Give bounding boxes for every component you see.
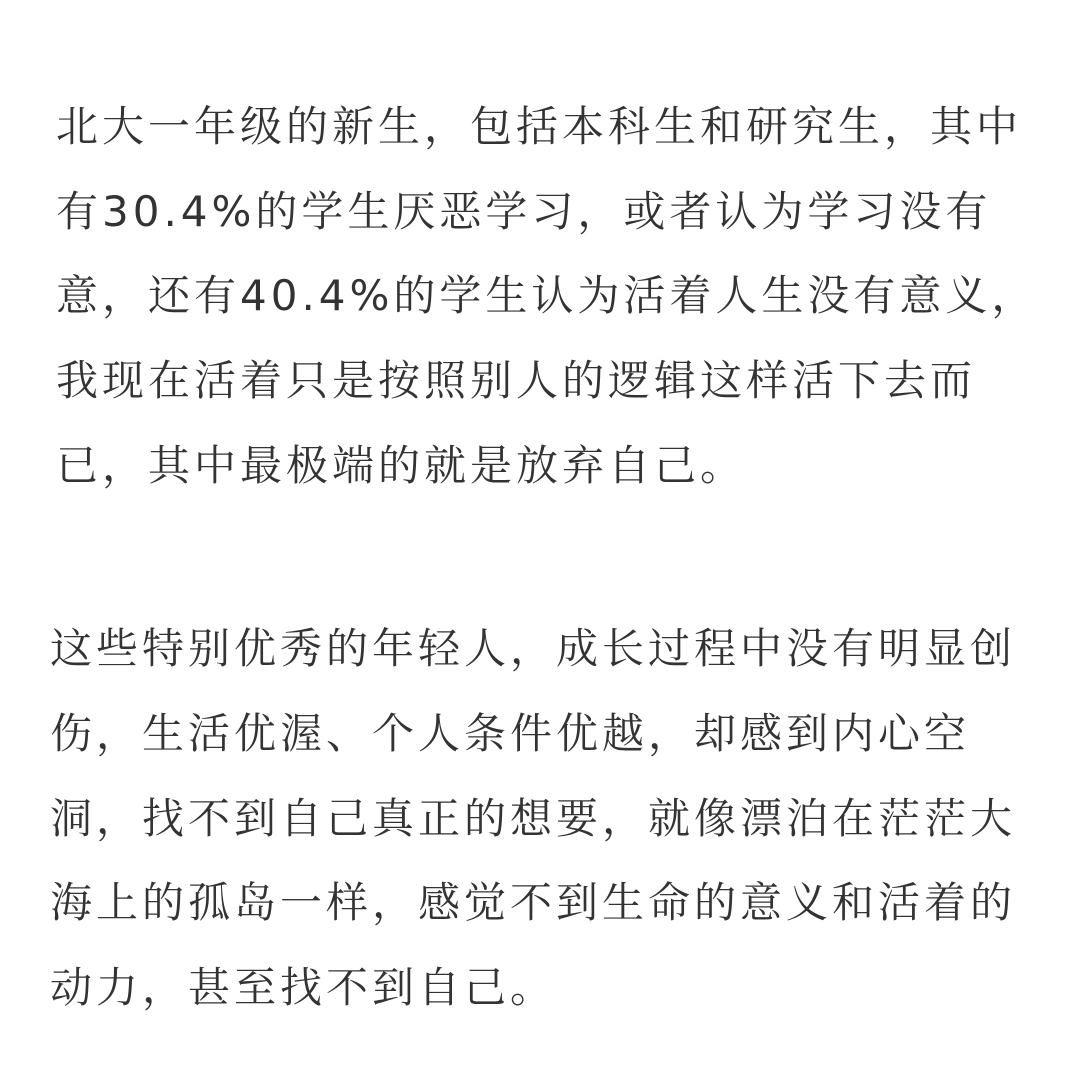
- paragraph-line: 意，还有40.4%的学生认为活着人生没有意义，: [56, 271, 1038, 320]
- paragraph-line: 洞，找不到自己真正的想要，就像漂泊在茫茫大: [50, 794, 1017, 843]
- paragraph-line: 北大一年级的新生，包括本科生和研究生，其中: [56, 102, 1023, 151]
- paragraph-line: 这些特别优秀的年轻人，成长过程中没有明显创: [50, 624, 1017, 673]
- paragraph-line: 动力，甚至找不到自己。: [50, 963, 557, 1012]
- paragraph-line: 已，其中最极端的就是放弃自己。: [56, 441, 747, 490]
- paragraph-line: 有30.4%的学生厌恶学习，或者认为学习没有: [56, 187, 992, 236]
- paragraph-line: 伤，生活优渥、个人条件优越，却感到内心空: [50, 709, 971, 758]
- paragraph-line: 海上的孤岛一样，感觉不到生命的意义和活着的: [50, 878, 1017, 927]
- paragraph-line: 我现在活着只是按照别人的逻辑这样活下去而: [56, 356, 977, 405]
